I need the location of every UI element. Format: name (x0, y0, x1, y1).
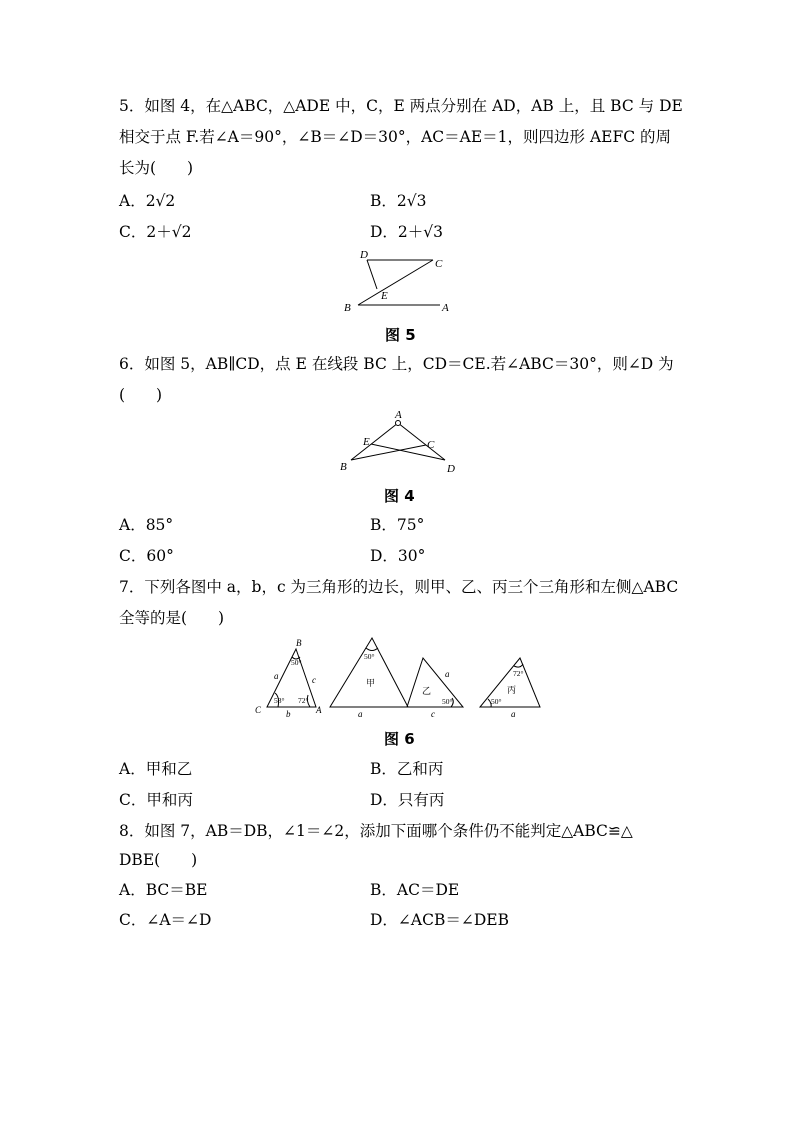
q8-option-c: C．∠A＝∠D (119, 911, 212, 929)
q7-label-a: A (316, 705, 322, 715)
q6-label-c: C (427, 439, 435, 451)
q7-jia-angle-50: 50° (364, 652, 375, 661)
q7-bing-angle-72: 72° (513, 669, 524, 678)
q5-label-e: E (381, 290, 388, 302)
q5-option-c: C．2＋√2 (119, 223, 192, 241)
q7-yi-side-c: c (431, 709, 435, 719)
q7-side-c: c (312, 675, 316, 685)
q7-figure-caption: 图 6 (384, 730, 415, 748)
q5-label-a: A (442, 302, 449, 314)
q7-option-d: D．只有丙 (370, 791, 445, 809)
q7-bing-side-a: a (511, 709, 516, 719)
q7-yi-label: 乙 (422, 686, 432, 696)
q7-side-a: a (274, 671, 279, 681)
q7-yi-side-a: a (445, 669, 450, 679)
q7-jia-label: 甲 (366, 678, 376, 688)
q7-label-c: C (255, 705, 262, 715)
q6-label-a: A (395, 409, 402, 421)
q5-line3: 长为( ) (119, 159, 194, 177)
q7-abc-angle-58: 58° (274, 696, 285, 705)
q6-option-a: A．85° (119, 516, 174, 534)
q5-figure (330, 245, 470, 320)
q6-label-e: E (363, 436, 370, 448)
q7-option-c: C．甲和丙 (119, 791, 193, 809)
q6-option-c: C．60° (119, 547, 174, 565)
q7-side-b: b (286, 709, 291, 719)
q7-label-b: B (296, 638, 302, 648)
q6-figure (333, 405, 463, 480)
q5-line2: 相交于点 F.若∠A＝90°，∠B＝∠D＝30°，AC＝AE＝1，则四边形 AEFC 的周 (119, 128, 672, 146)
q8-option-a: A．BC＝BE (119, 881, 208, 899)
q7-option-a: A．甲和乙 (119, 760, 193, 778)
q6-label-d: D (447, 463, 455, 475)
q5-option-a: A．2√2 (119, 192, 176, 210)
q6-label-b: B (340, 461, 347, 473)
q7-option-b: B．乙和丙 (370, 760, 444, 778)
q7-jia-side-a: a (358, 709, 363, 719)
q8-line2: DBE( ) (119, 851, 198, 869)
q5-label-c: C (435, 258, 443, 270)
q7-bing-label: 丙 (507, 685, 517, 695)
q7-yi-angle-50: 50° (442, 697, 453, 706)
q8-line1: 8．如图 7，AB＝DB，∠1＝∠2，添加下面哪个条件仍不能判定△ABC≌△ (119, 822, 633, 840)
q6-figure-caption: 图 4 (384, 487, 415, 505)
q7-line1: 7．下列各图中 a，b，c 为三角形的边长，则甲、乙、丙三个三角形和左侧△ABC (119, 578, 679, 596)
q7-bing-angle-50: 50° (491, 697, 502, 706)
q5-figure-caption: 图 5 (385, 326, 416, 344)
q8-option-b: B．AC＝DE (370, 881, 460, 899)
q6-option-d: D．30° (370, 547, 426, 565)
q6-line1: 6．如图 5，AB∥CD，点 E 在线段 BC 上，CD＝CE.若∠ABC＝30°，则∠D 为 (119, 355, 674, 373)
q7-abc-angle-50: 50° (291, 658, 302, 667)
q5-line1: 5．如图 4，在△ABC，△ADE 中，C，E 两点分别在 AD，AB 上，且 BC 与 DE (119, 97, 683, 115)
q7-abc-angle-72: 72° (298, 696, 309, 705)
q5-label-b: B (344, 302, 351, 314)
q6-line2: ( ) (119, 386, 163, 404)
q7-line2: 全等的是( ) (119, 609, 225, 627)
q5-option-b: B．2√3 (370, 192, 427, 210)
q6-option-b: B．75° (370, 516, 425, 534)
q8-option-d: D．∠ACB＝∠DEB (370, 911, 509, 929)
q5-option-d: D．2＋√3 (370, 223, 444, 241)
q7-figure (250, 633, 550, 723)
q5-label-d: D (360, 249, 368, 261)
